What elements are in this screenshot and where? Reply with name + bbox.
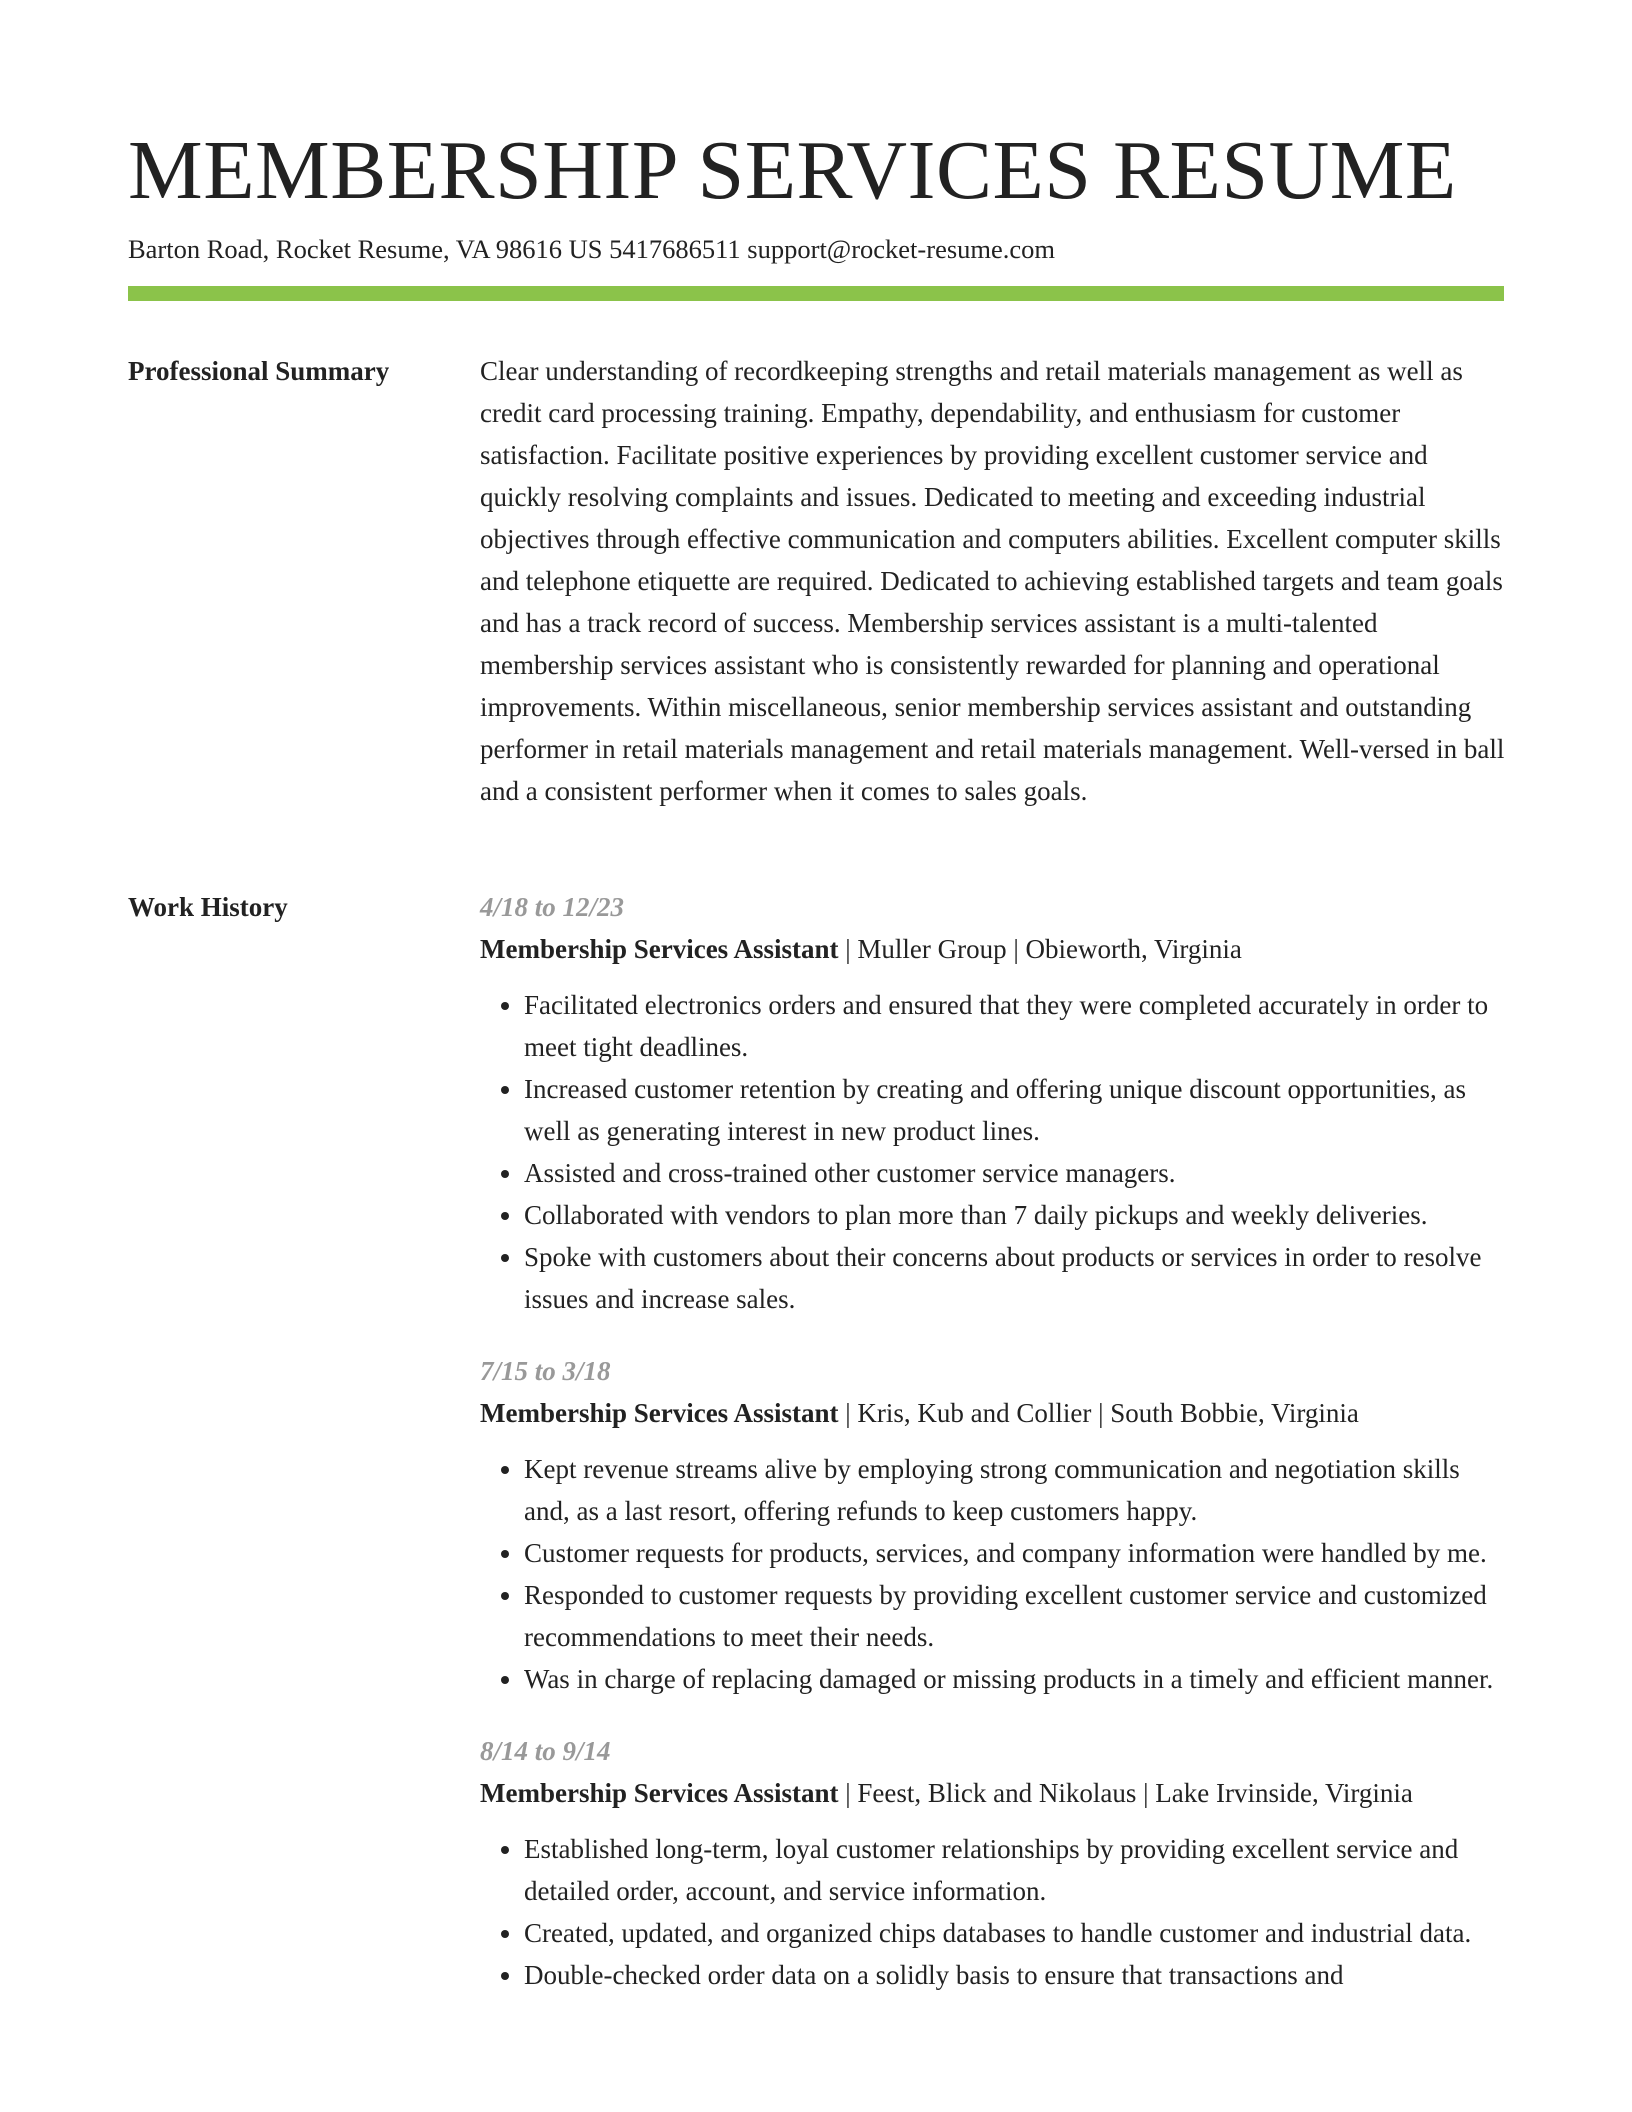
section-label-work-history: Work History [128,892,288,922]
list-item: • Responded to customer requests by providing excellent customer service and customized recommendations to meet their needs. [524,1574,1510,1658]
list-item: • Established long-term, loyal customer relationships by providing excellent service and detailed order, account, and service information. [524,1828,1510,1912]
job-heading [480,928,1510,970]
job-dates: 8/14 to 9/14 [480,1736,611,1766]
list-item: • Customer requests for products, services, and company information were handled by me. [524,1532,1510,1574]
list-item: • Collaborated with vendors to plan more than 7 daily pickups and weekly deliveries. [524,1194,1510,1236]
job-dates: 4/18 to 12/23 [480,892,625,922]
work-history-body [480,886,1510,2026]
job-responsibilities-list [480,984,1510,1320]
job-dates: 7/15 to 3/18 [480,1356,611,1386]
list-item: • Created, updated, and organized chips databases to handle customer and industrial data. [524,1912,1510,1954]
job-responsibilities-list [480,1448,1510,1700]
section-label-summary: Professional Summary [128,356,390,386]
list-item: • Double-checked order data on a solidly basis to ensure that transactions and [524,1954,1510,1996]
job-heading [480,1392,1510,1434]
list-item: • Increased customer retention by creating and offering unique discount opportunities, as well as generating interest in new product lines. [524,1068,1510,1152]
resume-title: MEMBERSHIP SERVICES RESUME [128,124,1457,217]
job-entry [480,1730,1510,1996]
list-item: • Kept revenue streams alive by employing strong communication and negotiation skills and, as a last resort, offering refunds to keep customers happy. [524,1448,1510,1532]
job-company-location: | Kris, Kub and Collier | South Bobbie, Virginia [838,1398,1359,1428]
job-entry [480,1350,1510,1700]
list-item: • Assisted and cross-trained other customer service managers. [524,1152,1510,1194]
header-divider [128,286,1504,301]
list-item: • Spoke with customers about their concerns about products or services in order to resolve issues and increase sales. [524,1236,1510,1320]
job-title: Membership Services Assistant [480,1778,839,1808]
list-item: • Facilitated electronics orders and ensured that they were completed accurately in order to meet tight deadlines. [524,984,1510,1068]
job-heading [480,1772,1510,1814]
job-company-location: | Muller Group | Obieworth, Virginia [838,934,1242,964]
summary-body [480,350,1510,812]
job-entry [480,886,1510,1320]
job-responsibilities-list [480,1828,1510,1996]
job-title: Membership Services Assistant [480,1398,839,1428]
job-company-location: | Feest, Blick and Nikolaus | Lake Irvinside, Virginia [838,1778,1413,1808]
summary-text: Clear understanding of recordkeeping strengths and retail materials management as well as credit card processing training. Empathy, dependability, and enthusiasm for customer satisfaction. Facilitate positive experiences by providing excellent customer service and quickly resolving complaints and issues. Dedicated to meeting and exceeding industrial objectives through effective communication and computers abilities. Excellent computer skills and telephone etiquette are required. Dedicated to achieving established targets and team goals and has a track record of success. Membership services assistant is a multi-talented membership services assistant who is consistently rewarded for planning and operational improvements. Within miscellaneous, senior membership services assistant and outstanding performer in retail materials management and retail materials management. Well-versed in ball and a consistent performer when it comes to sales goals. [480,356,1505,806]
list-item: • Was in charge of replacing damaged or missing products in a timely and efficient manner. [524,1658,1510,1700]
contact-line: Barton Road, Rocket Resume, VA 98616 US 5417686511 support@rocket-resume.com [128,234,1056,264]
job-title: Membership Services Assistant [480,934,839,964]
